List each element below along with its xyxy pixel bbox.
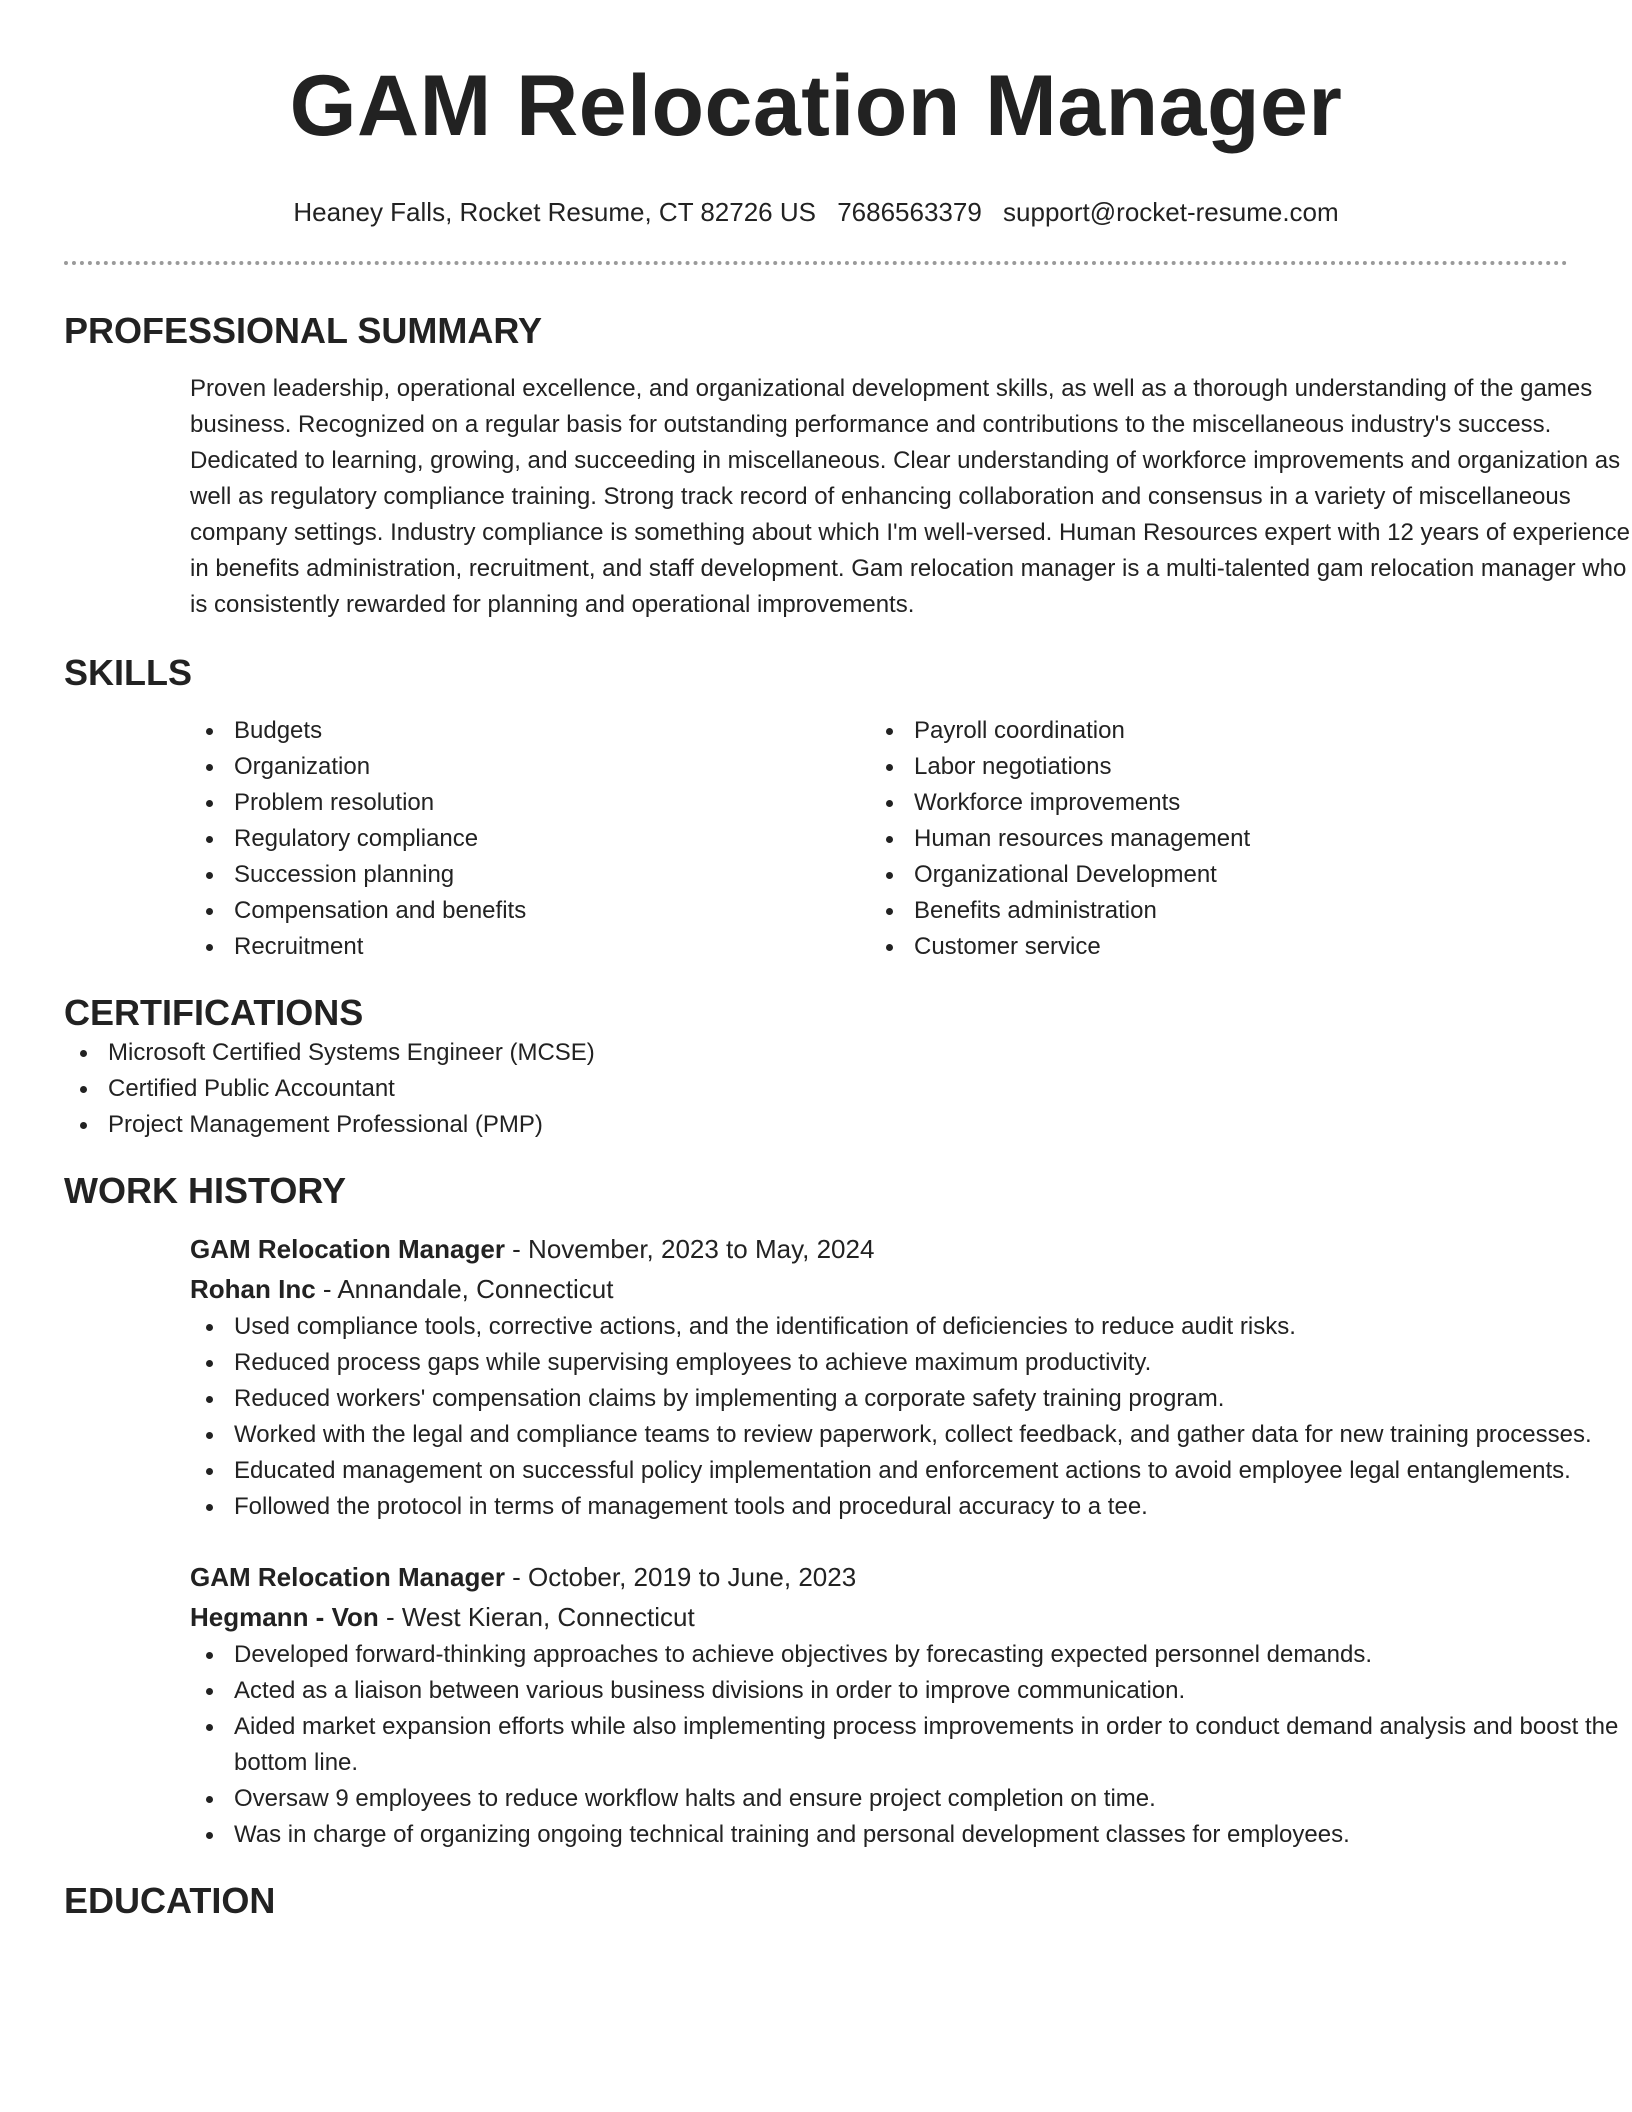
job-location: - West Kieran, Connecticut (378, 1602, 695, 1632)
job-entry (190, 1557, 1619, 1853)
skills-heading: SKILLS (64, 652, 193, 693)
skill-item: Budgets (190, 713, 870, 749)
certifications-list (64, 1035, 1568, 1143)
job-bullets (190, 1637, 1620, 1853)
skill-item: Organization (190, 749, 870, 785)
job-bullet: Was in charge of organizing ongoing technical training and personal development classes for employees. (190, 1817, 1620, 1853)
skill-item: Customer service (870, 929, 1550, 965)
job-company-line (190, 1597, 1568, 1637)
job-title-line (190, 1229, 1568, 1269)
certification-item: Certified Public Accountant (64, 1071, 1568, 1107)
job-company: Hegmann - Von (190, 1602, 379, 1632)
job-bullet: Oversaw 9 employees to reduce workflow halts and ensure project completion on time. (190, 1781, 1620, 1817)
job-title: GAM Relocation Manager (190, 1234, 505, 1264)
job-bullet: Acted as a liaison between various business divisions in order to improve communication. (190, 1673, 1620, 1709)
job-bullet: Used compliance tools, corrective actions, and the identification of deficiencies to reduce audit risks. (190, 1309, 1620, 1345)
certification-item: Project Management Professional (PMP) (64, 1107, 1568, 1143)
job-bullet: Followed the protocol in terms of management tools and procedural accuracy to a tee. (190, 1489, 1620, 1525)
skills-list-left (190, 713, 870, 965)
contact-email[interactable]: support@rocket-resume.com (1003, 197, 1339, 227)
contact-address: Heaney Falls, Rocket Resume, CT 82726 US (293, 197, 816, 227)
certification-item: Microsoft Certified Systems Engineer (MCSE) (64, 1035, 1568, 1071)
job-dates: - November, 2023 to May, 2024 (504, 1234, 875, 1264)
job-bullet: Educated management on successful policy implementation and enforcement actions to avoid employee legal entanglements. (190, 1453, 1620, 1489)
certifications-heading: CERTIFICATIONS (64, 992, 364, 1033)
job-company: Rohan Inc (190, 1274, 316, 1304)
resume-title: GAM Relocation Manager (289, 58, 1343, 154)
job-bullet: Reduced workers' compensation claims by implementing a corporate safety training program. (190, 1381, 1620, 1417)
skill-item: Workforce improvements (870, 785, 1550, 821)
job-bullets (190, 1309, 1620, 1525)
skill-item: Recruitment (190, 929, 870, 965)
skill-item: Succession planning (190, 857, 870, 893)
job-entry (190, 1229, 1592, 1525)
job-bullet: Reduced process gaps while supervising employees to achieve maximum productivity. (190, 1345, 1620, 1381)
header-divider (64, 261, 1568, 265)
skill-item: Labor negotiations (870, 749, 1550, 785)
skill-item: Benefits administration (870, 893, 1550, 929)
summary-text: Proven leadership, operational excellence, and organizational development skills, as well as a thorough understanding of the games business. Recognized on a regular basis for outstanding performance and contributions to the miscellaneous industry's success. Dedicated to learning, growing, and succeeding in miscellaneous. Clear understanding of workforce improvements and organization as well as regulatory compliance training. Strong track record of enhancing collaboration and consensus in a variety of miscellaneous company settings. Industry compliance is something about which I'm well-versed. Human Resources expert with 12 years of experience in benefits administration, recruitment, and staff development. Gam relocation manager is a multi-talented gam relocation manager who is consistently rewarded for planning and operational improvements. (190, 375, 1630, 618)
skill-item: Payroll coordination (870, 713, 1550, 749)
skills-columns (190, 713, 1568, 965)
skill-item: Problem resolution (190, 785, 870, 821)
job-bullet: Aided market expansion efforts while also implementing process improvements in order to conduct demand analysis and boost the bottom line. (190, 1709, 1620, 1781)
job-dates: - October, 2019 to June, 2023 (504, 1562, 857, 1592)
skill-item: Human resources management (870, 821, 1550, 857)
skill-item: Compensation and benefits (190, 893, 870, 929)
skills-list-right (870, 713, 1550, 965)
job-company-line (190, 1269, 1568, 1309)
contact-phone: 7686563379 (837, 197, 982, 227)
job-bullet: Worked with the legal and compliance teams to review paperwork, collect feedback, and gather data for new training processes. (190, 1417, 1620, 1453)
education-heading: EDUCATION (64, 1880, 276, 1921)
job-title-line (190, 1557, 1568, 1597)
summary-heading: PROFESSIONAL SUMMARY (64, 310, 543, 351)
skill-item: Regulatory compliance (190, 821, 870, 857)
job-location: - Annandale, Connecticut (315, 1274, 614, 1304)
skill-item: Organizational Development (870, 857, 1550, 893)
job-bullet: Developed forward-thinking approaches to achieve objectives by forecasting expected personnel demands. (190, 1637, 1620, 1673)
work-history-heading: WORK HISTORY (64, 1170, 347, 1211)
contact-line (64, 196, 1568, 228)
job-title: GAM Relocation Manager (190, 1562, 505, 1592)
